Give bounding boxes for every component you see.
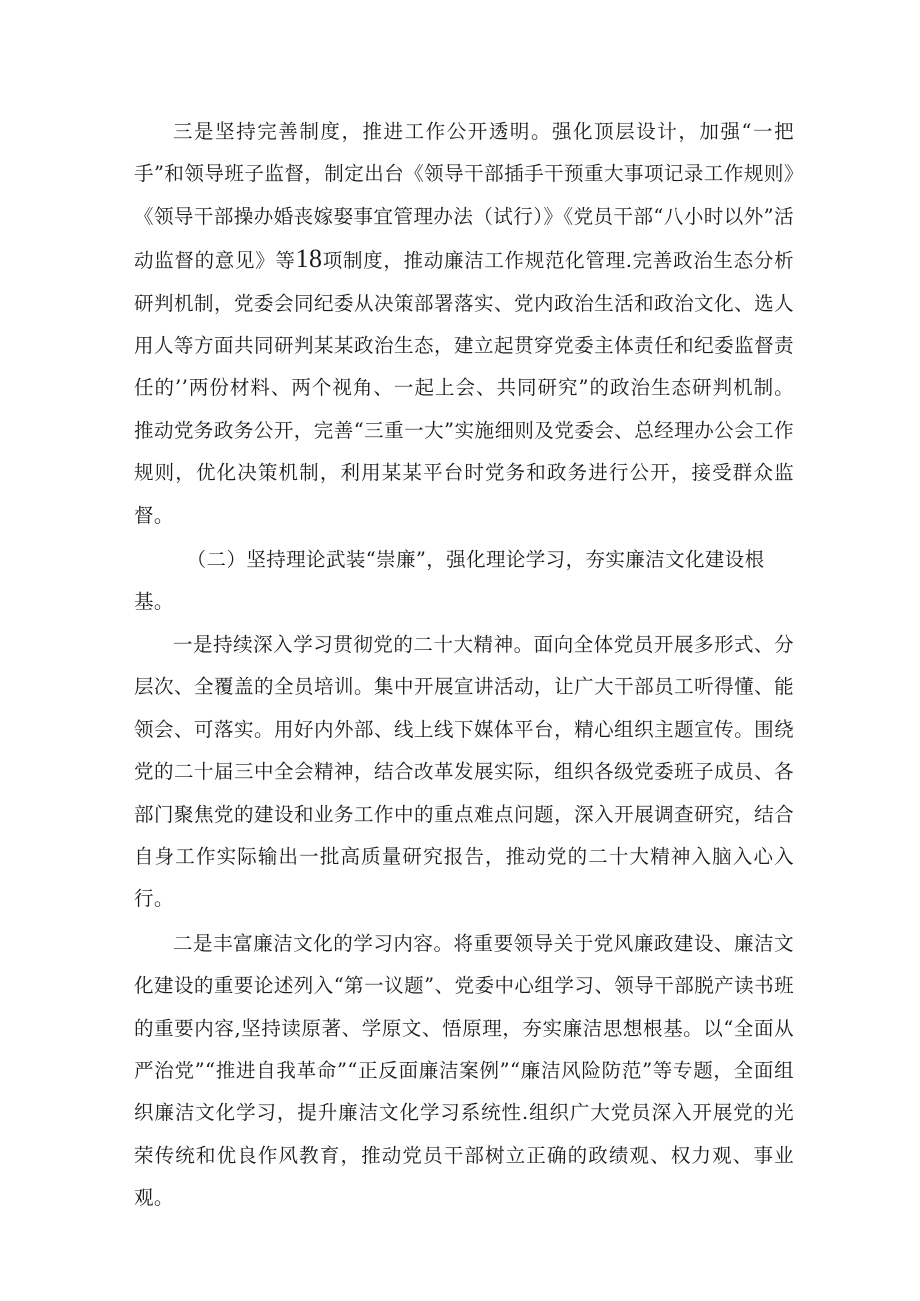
regulation-count: 18 (295, 244, 323, 274)
document-body (134, 111, 794, 1220)
paragraph-institution-building (134, 111, 794, 537)
paragraph-integrity-culture-content: 二是丰富廉洁文化的学习内容。将重要领导关于党风廉政建设、廉洁文化建设的重要论述列入“第一议题”、党委中心组学习、领导干部脱产读书班的重要内容,坚持读原著、学原文、悟原理，夯实廉洁思想根基。以“全面从严治党”“推进自我革命”“正反面廉洁案例”“廉洁风险防范”等专题，全面组织廉洁文化学习，提升廉洁文化学习系统性.组织广大党员深入开展党的光荣传统和优良作风教育，推动党员干部树立正确的政绩观、权力观、事业观。 (134, 931, 794, 1210)
paragraph-text-part-2: 项制度，推动廉洁工作规范化管理.完善政治生态分析研判机制，党委会同纪委从决策部署落实、党内政治生活和政治文化、选人用人等方面共同研判某某政治生态，建立起贯穿党委主体责任和纪委监督责任的’’两份材料、两个视角、一起上会、共同研究”的政治生态研判机制。推动党务政务公开，完善“三重一大”实施细则及党委会、总经理办公会工作规则，优化决策机制，利用某某平台时党务和政务进行公开，接受群众监督。 (134, 249, 794, 527)
section-heading-theory-study: （二）坚持理论武装“崇廉”，强化理论学习，夯实廉洁文化建设根基。 (134, 548, 765, 614)
paragraph-text-part-1: 三是坚持完善制度，推进工作公开透明。强化顶层设计，加强“一把手”和领导班子监督，制定出台《领导干部插手干预重大事项记录工作规则》《领导干部操办婚丧嫁娶事宜管理办法（试行）》《党员干部“八小时以外”活动监督的意见》等 (134, 120, 794, 273)
paragraph-study-twentieth-congress: 一是持续深入学习贯彻党的二十大精神。面向全体党员开展多形式、分层次、全覆盖的全员培训。集中开展宣讲活动，让广大干部员工听得懂、能领会、可落实。用好内外部、线上线下媒体平台，精心组织主题宣传。围绕党的二十届三中全会精神，结合改革发展实际，组织各级党委班子成员、各部门聚焦党的建设和业务工作中的重点难点问题，深入开展调查研究，结合自身工作实际输出一批高质量研究报告，推动党的二十大精神入脑入心入行。 (134, 632, 794, 911)
